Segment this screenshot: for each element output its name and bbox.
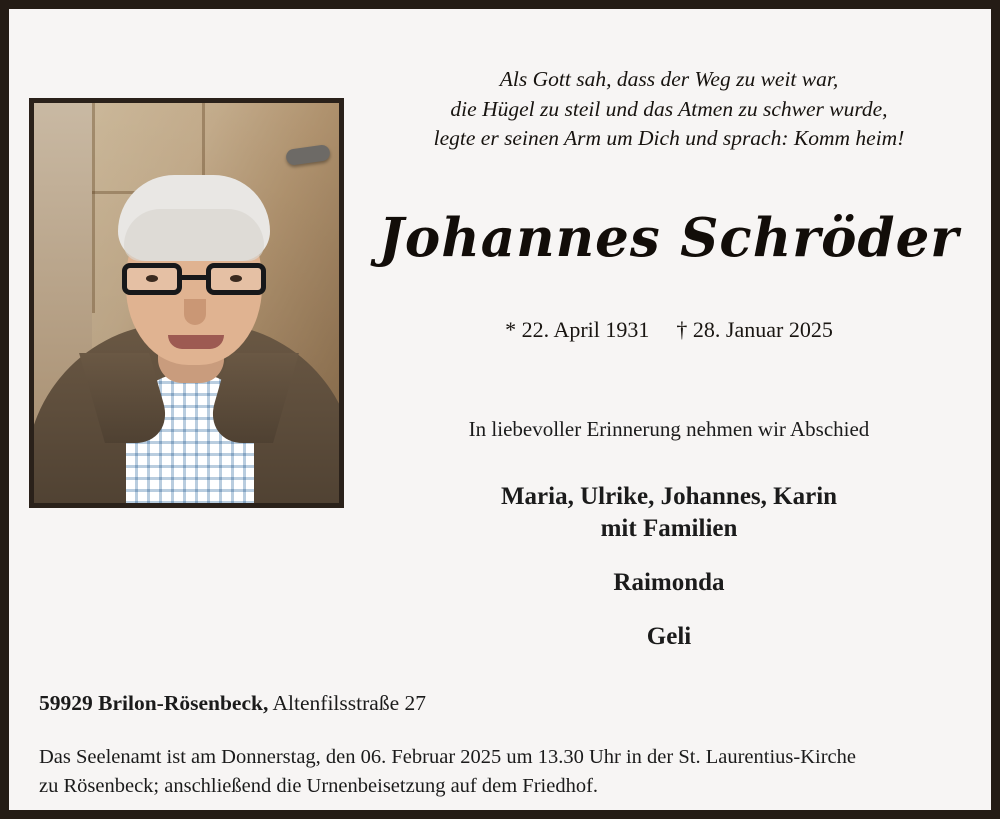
address-line <box>39 691 426 716</box>
family-line-4: Geli <box>646 623 692 650</box>
card-inner <box>9 9 991 810</box>
poem-line-3: legte er seinen Arm um Dich und sprach: Komm heim! <box>433 126 905 151</box>
poem-line-2: die Hügel zu steil und das Atmen zu schwer wurde, <box>450 96 888 121</box>
memorial-line: In liebevoller Erinnerung nehmen wir Abschied <box>468 417 870 441</box>
deceased-name: Johannes Schröder <box>378 207 960 269</box>
death-date: † 28. Januar 2025 <box>676 317 833 342</box>
service-line-2: zu Rösenbeck; anschließend die Urnenbeisetzung auf dem Friedhof. <box>39 775 599 798</box>
service-line-1: Das Seelenamt ist am Donnerstag, den 06. Februar 2025 um 13.30 Uhr in der St. Laurentius-Kirche <box>39 746 856 768</box>
portrait-frame <box>29 98 344 508</box>
birth-date: * 22. April 1931 <box>505 317 650 342</box>
family-line-2: mit Familien <box>600 515 738 542</box>
eyeglass-bridge <box>182 275 206 280</box>
family-line-3: Raimonda <box>613 569 725 596</box>
family-line-1: Maria, Ulrike, Johannes, Karin <box>500 483 838 510</box>
person-hair <box>118 175 270 261</box>
family-block <box>345 481 993 653</box>
address-place: 59929 Brilon-Rösenbeck, <box>39 691 269 715</box>
eye-right <box>230 275 242 282</box>
eyeglasses <box>120 263 270 297</box>
person-nose <box>184 299 206 325</box>
eye-left <box>146 275 158 282</box>
life-dates <box>345 317 993 343</box>
cabinet-edge-1 <box>92 103 95 313</box>
person-mouth <box>168 335 224 349</box>
portrait-photo <box>34 103 339 503</box>
service-details <box>39 743 989 801</box>
cabinet-handle <box>285 144 331 166</box>
poem-line-1: Als Gott sah, dass der Weg zu weit war, <box>499 67 839 91</box>
address-street: Altenfilsstraße 27 <box>268 691 426 715</box>
poem-block <box>345 65 993 154</box>
